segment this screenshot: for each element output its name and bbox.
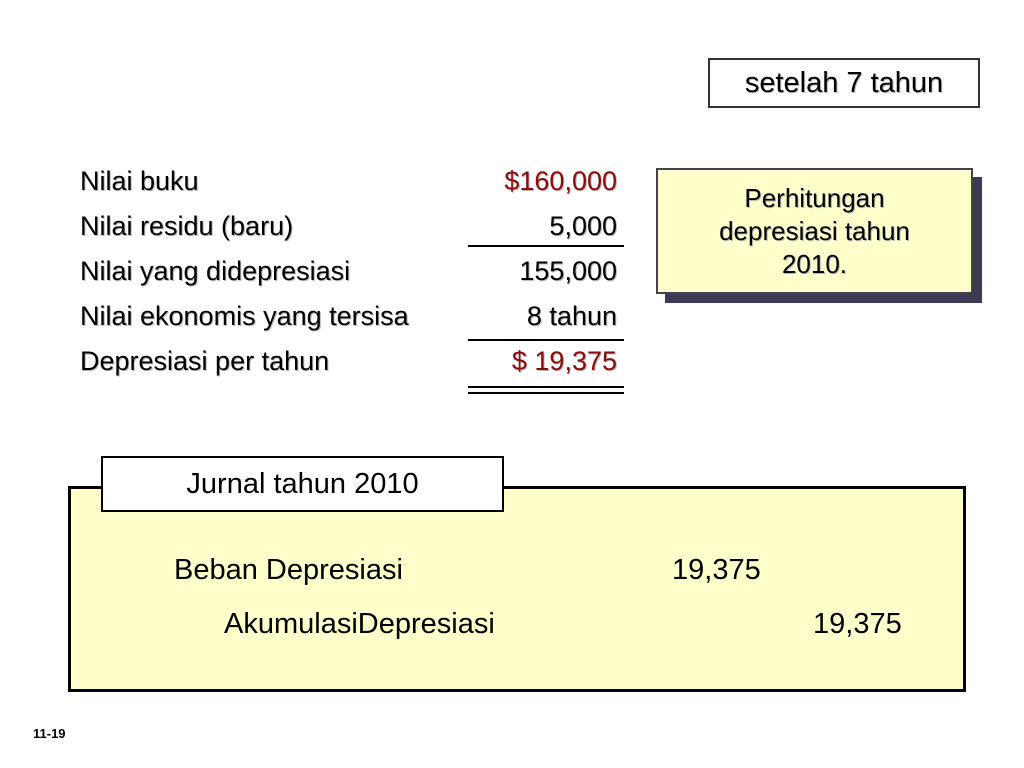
- calc-row-annual-depreciation: [80, 340, 625, 385]
- calc-row-book-value: [80, 160, 625, 205]
- calc-value: 155,000: [519, 256, 617, 286]
- slide-number: 11-19: [33, 726, 66, 741]
- journal-entry-box: [68, 486, 966, 692]
- calc-label: Nilai residu (baru): [80, 211, 294, 241]
- slide-title: setelah 7 tahun: [708, 58, 980, 108]
- calc-value: 8 tahun: [526, 301, 617, 331]
- journal-credit-account: AkumulasiDepresiasi: [224, 608, 495, 640]
- calc-row-residual-value: [80, 205, 625, 250]
- note-line: depresiasi tahun: [719, 215, 910, 246]
- calc-row-depreciable-value: [80, 250, 625, 295]
- calc-value: $ 19,375: [511, 346, 617, 376]
- calc-label: Nilai ekonomis yang tersisa: [80, 301, 409, 331]
- journal-debit-account: Beban Depresiasi: [174, 554, 403, 586]
- calc-row-remaining-life: [80, 295, 625, 340]
- calc-label: Depresiasi per tahun: [80, 346, 330, 376]
- note-line: Perhitungan: [744, 182, 885, 213]
- note-line: 2010.: [781, 248, 848, 279]
- depreciation-calculation: [80, 160, 625, 385]
- total-double-underline: [468, 392, 624, 394]
- journal-credit-amount: 19,375: [813, 608, 902, 640]
- calc-value: 5,000: [549, 211, 617, 241]
- calc-label: Nilai buku: [80, 166, 199, 196]
- subtotal-underline: [468, 339, 624, 341]
- journal-debit-amount: 19,375: [672, 554, 761, 586]
- calc-value: $160,000: [504, 166, 617, 196]
- journal-title: Jurnal tahun 2010: [101, 456, 504, 512]
- total-double-underline: [468, 386, 624, 388]
- subtotal-underline: [468, 245, 624, 247]
- note-box: [656, 168, 973, 294]
- calc-label: Nilai yang didepresiasi: [80, 256, 351, 286]
